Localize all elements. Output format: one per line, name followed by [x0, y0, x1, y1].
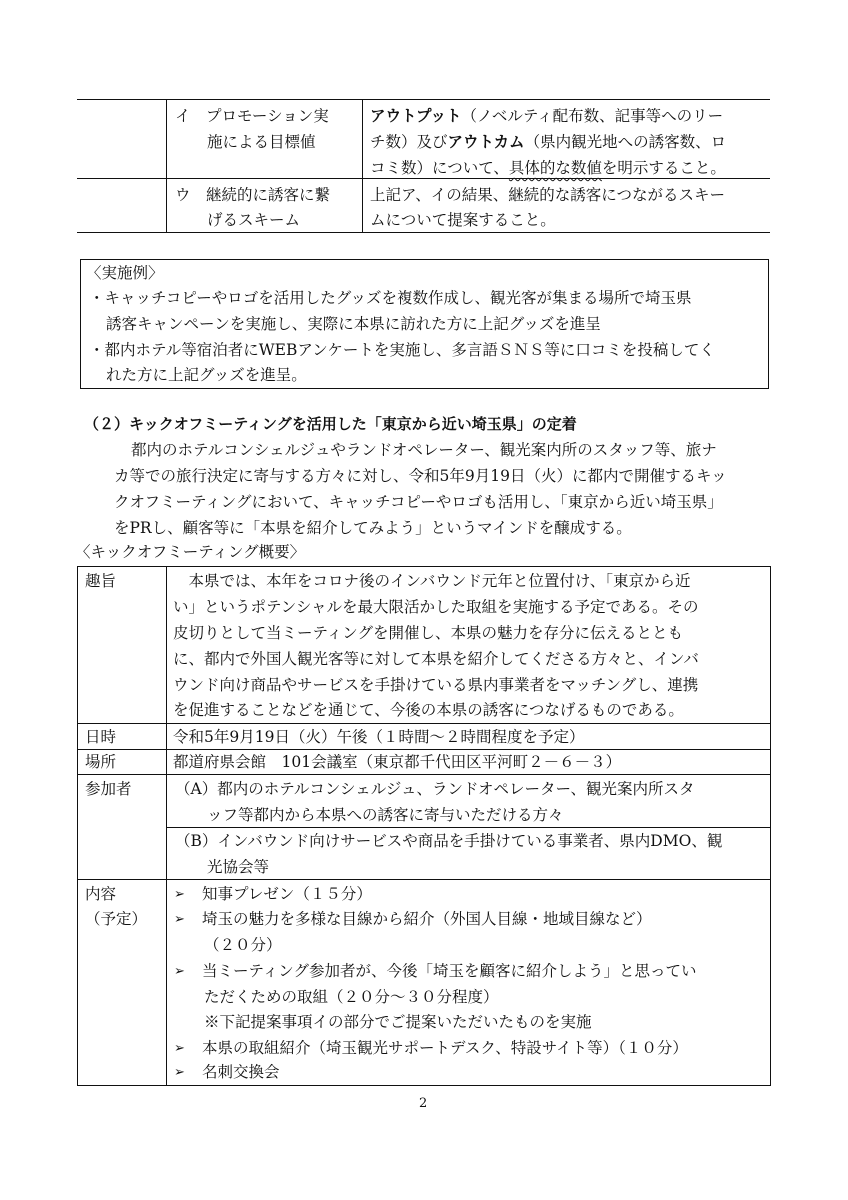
section-2-para-4: をPRし、顧客等に「本県を紹介してみよう」というマインドを醸成する。: [114, 519, 632, 537]
naiyou-item-2-line-1: 埼玉の魅力を多様な目線から紹介（外国人目線・地域目線など）: [202, 910, 652, 928]
section-2-para-3: クオフミーティングにおいて、キャッチコピーやロゴも活用し、「東京から近い埼玉県」: [114, 493, 723, 511]
basho-label: 場所: [85, 753, 117, 771]
naiyou-item-3-line-3: ※下記提案事項イの部分でご提案いただいたものを実施: [204, 1013, 592, 1031]
bullet-arrow-icon: ➢: [174, 912, 185, 927]
section-2-heading: （２）キックオフミーティングを活用した「東京から近い埼玉県」の定着: [84, 415, 577, 433]
bullet-arrow-icon: ➢: [174, 1041, 185, 1056]
sankasha-b-line-2: 光協会等: [207, 858, 270, 876]
naiyou-item-3-line-2: ただくための取組（２０分～３０分程度）: [204, 988, 499, 1006]
shushi-line-3: 皮切りとして当ミーティングを開催し、本県の魅力を存分に伝えるととも: [173, 624, 683, 642]
row-i-desc-1: [370, 107, 723, 126]
overview-table: [77, 566, 771, 1086]
nichiji-value: 令和5年9月19日（火）午後（１時間～２時間程度を予定）: [173, 728, 585, 746]
outcome-bold: アウトカム: [447, 133, 525, 151]
row-i-desc-3: [370, 159, 726, 178]
basho-value: 都道府県会館 101会議室（東京都千代田区平河町２－６－３）: [173, 753, 622, 771]
overview-table-col-divider: [166, 566, 167, 1086]
top-table-col-divider-2: [362, 99, 363, 232]
sankasha-a-line-1: （A）都内のホテルコンシェルジュ、ランドオペレーター、観光案内所スタ: [175, 780, 695, 798]
overview-row-divider-1: [77, 723, 771, 724]
row-u-label-2: げるスキーム: [207, 211, 301, 229]
row-i-desc-2: [370, 133, 726, 152]
section-2-para-1: 都内のホテルコンシェルジュやランドオペレーター、観光案内所のスタッフ等、旅ナ: [131, 441, 717, 459]
specific-figures-underlined: 具体的な数値: [508, 159, 602, 177]
example-item-2-line-1: ・都内ホテル等宿泊者にWEBアンケートを実施し、多言語ＳＮＳ等に口コミを投稿してく: [89, 341, 715, 359]
top-table-top-border: [77, 99, 770, 100]
row-i-desc-2-a: チ数）及び: [370, 133, 448, 151]
shushi-line-1: 本県では、本年をコロナ後のインバウンド元年と位置付け、「東京から近: [173, 572, 691, 590]
naiyou-item-2-line-2: （２０分）: [204, 936, 282, 954]
naiyou-item-1: 知事プレゼン（１５分）: [202, 885, 372, 903]
top-table-col-divider-1: [166, 99, 167, 232]
overview-sankasha-subdivider: [166, 827, 771, 828]
row-i-desc-1-rest: （ノベルティ配布数、記事等へのリー: [461, 107, 724, 125]
bullet-arrow-icon: ➢: [174, 1065, 185, 1080]
top-table-row-divider: [77, 178, 770, 179]
row-u-label-1: ウ 継続的に誘客に繋: [175, 186, 331, 204]
row-u-desc-1: 上記ア、イの結果、継続的な誘客につながるスキー: [370, 186, 725, 204]
example-item-1-line-2: 誘客キャンペーンを実施し、実際に本県に訪れた方に上記グッズを進呈: [106, 315, 601, 333]
sankasha-b-line-1: （B）インバウンド向けサービスや商品を手掛けている事業者、県内DMO、観: [175, 832, 723, 850]
row-i-desc-3-rest: を明示すること。: [601, 159, 726, 177]
sankasha-label: 参加者: [85, 780, 132, 798]
row-i-desc-2-rest: （県内観光地への誘客数、ロ: [524, 133, 727, 151]
example-item-2-line-2: れた方に上記グッズを進呈。: [106, 366, 307, 384]
example-heading: 〈実施例〉: [86, 264, 164, 282]
naiyou-label-2: （予定）: [85, 910, 148, 928]
top-table-bottom-border: [77, 232, 770, 233]
shushi-label: 趣旨: [85, 572, 117, 590]
naiyou-item-3-line-1: 当ミーティング参加者が、今後「埼玉を顧客に紹介しよう」と思ってい: [202, 962, 697, 980]
naiyou-item-4: 本県の取組紹介（埼玉観光サポートデスク、特設サイト等）（１０分）: [202, 1039, 688, 1057]
example-item-1-line-1: ・キャッチコピーやロゴを活用したグッズを複数作成し、観光客が集まる場所で埼玉県: [89, 289, 692, 307]
bullet-arrow-icon: ➢: [174, 887, 185, 902]
naiyou-item-5: 名刺交換会: [202, 1063, 280, 1081]
row-i-label-1: イ プロモーション実: [175, 107, 329, 125]
section-2-para-2: カ等での旅行決定に寄与する方々に対し、令和5年9月19日（火）に都内で開催するキッ: [114, 467, 727, 485]
row-i-label-2: 施による目標値: [207, 133, 316, 151]
sankasha-a-line-2: ッフ等都内から本県への誘客に寄与いただける方々: [207, 806, 564, 824]
overview-row-divider-4: [77, 879, 771, 880]
shushi-line-5: ウンド向け商品やサービスを手掛けている県内事業者をマッチングし、連携: [173, 676, 699, 694]
bullet-arrow-icon: ➢: [174, 964, 185, 979]
row-u-desc-2: ムについて提案すること。: [370, 211, 556, 229]
shushi-line-6: を促進することなどを通じて、今後の本県の誘客につなげるものである。: [173, 701, 684, 719]
nichiji-label: 日時: [85, 728, 117, 746]
shushi-line-2: い」というポテンシャルを最大限活かした取組を実施する予定である。その: [173, 598, 699, 616]
shushi-line-4: に、都内で外国人観光客等に対して本県を紹介してくださる方々と、インバ: [173, 650, 699, 668]
row-i-desc-3-a: コミ数）について、: [370, 159, 509, 177]
naiyou-label-1: 内容: [85, 885, 117, 903]
overview-row-divider-2: [77, 749, 771, 750]
output-bold: アウトプット: [370, 107, 462, 125]
page-number: 2: [419, 1096, 428, 1111]
overview-caption: 〈キックオフミーティング概要〉: [75, 543, 306, 561]
overview-row-divider-3: [77, 774, 771, 775]
